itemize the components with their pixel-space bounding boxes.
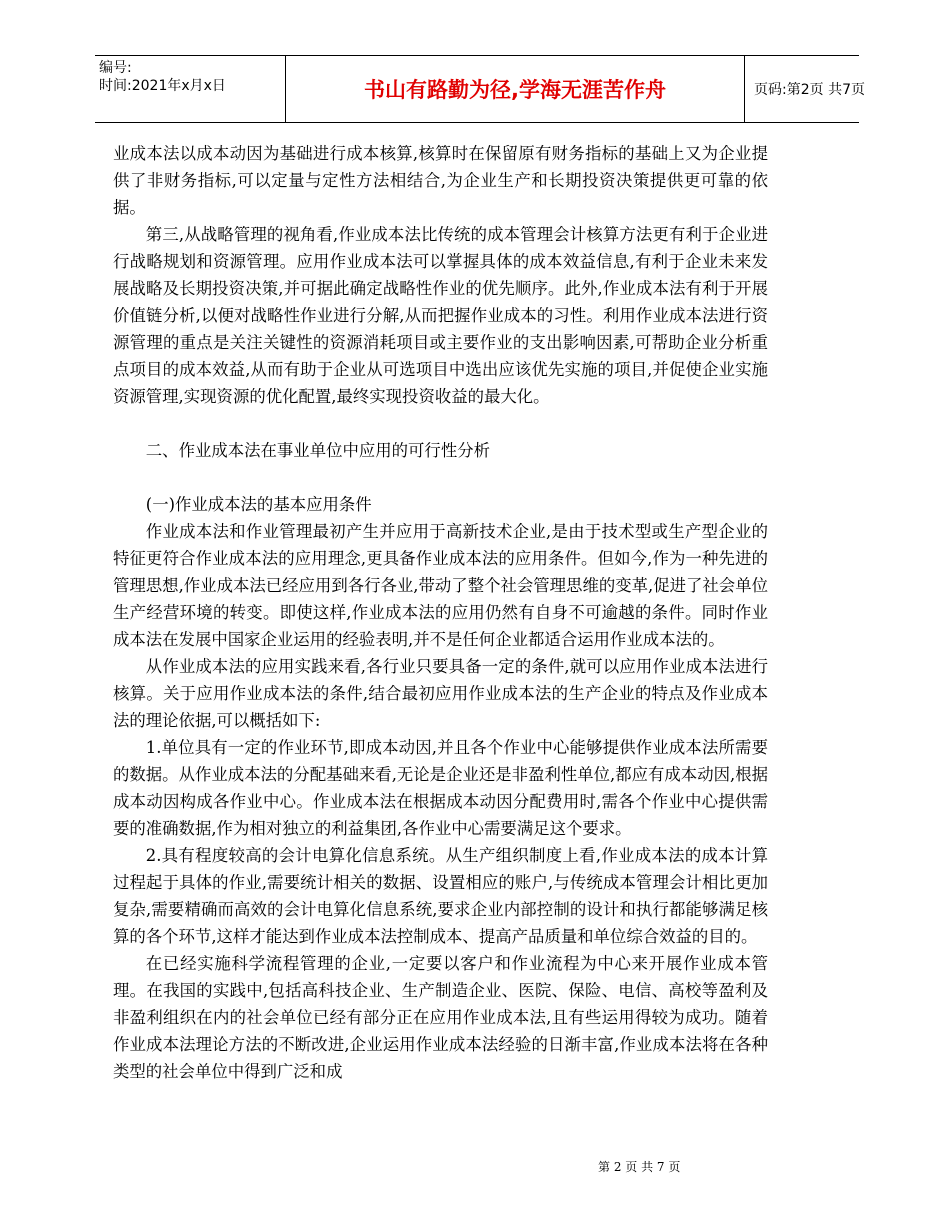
document-body	[113, 140, 768, 1085]
doc-id-label: 编号:	[99, 60, 132, 76]
page-footer: 第 2 页 共 7 页	[598, 1160, 681, 1174]
doc-time-label: 时间:2021年x月x日	[99, 78, 226, 94]
header-meta	[95, 56, 285, 122]
section-heading: 二、作业成本法在事业单位中应用的可行性分析	[145, 441, 490, 460]
subsection-heading: (一)作业成本法的基本应用条件	[145, 495, 372, 514]
paragraph-continuation: 业成本法以成本动因为基础进行成本核算,核算时在保留原有财务指标的基础上又为企业提供了非财务指标,可以定量与定性方法相结合,为企业生产和长期投资决策提供更可靠的依据。	[113, 144, 768, 217]
header-page-number: 页码:第2页 共7页	[754, 82, 865, 98]
page-header	[95, 55, 865, 123]
paragraph-condition-1: 1.单位具有一定的作业环节,即成本动因,并且各个作业中心能够提供作业成本法所需要的数据。从作业成本法的分配基础来看,无论是企业还是非盈利性单位,都应有成本动因,根据成本动因构成各作业中心。作业成本法在根据成本动因分配费用时,需各个作业中心提供需要的准确数据,作为相对独立的利益集团,各作业中心需要满足这个要求。	[113, 738, 768, 838]
paragraph-origin: 作业成本法和作业管理最初产生并应用于高新技术企业,是由于技术型或生产型企业的特征更符合作业成本法的应用理念,更具备作业成本法的应用条件。但如今,作为一种先进的管理思想,作业成本法已经应用到各行各业,带动了整个社会管理思维的变革,促进了社会单位生产经营环境的转变。即使这样,作业成本法的应用仍然有自身不可逾越的条件。同时作业成本法在发展中国家企业运用的经验表明,并不是任何企业都适合运用作业成本法的。	[113, 522, 768, 649]
header-motto: 书山有路勤为径,学海无涯苦作舟	[285, 56, 745, 122]
paragraph-practice: 在已经实施科学流程管理的企业,一定要以客户和作业流程为中心来开展作业成本管理。在我国的实践中,包括高科技企业、生产制造企业、医院、保险、电信、高校等盈利及非盈利组织在内的社会单位已经有部分正在应用作业成本法,且有些运用得较为成功。随着作业成本法理论方法的不断改进,企业运用作业成本法经验的日渐丰富,作业成本法将在各种类型的社会单位中得到广泛和成	[113, 954, 768, 1081]
paragraph-condition-2: 2.具有程度较高的会计电算化信息系统。从生产组织制度上看,作业成本法的成本计算过程起于具体的作业,需要统计相关的数据、设置相应的账户,与传统成本管理会计相比更加复杂,需要精确而高效的会计电算化信息系统,要求企业内部控制的设计和执行都能够满足核算的各个环节,这样才能达到作业成本法控制成本、提高产品质量和单位综合效益的目的。	[113, 846, 768, 946]
paragraph-strategy: 第三,从战略管理的视角看,作业成本法比传统的成本管理会计核算方法更有利于企业进行战略规划和资源管理。应用作业成本法可以掌握具体的成本效益信息,有利于企业未来发展战略及长期投资决策,并可据此确定战略性作业的优先顺序。此外,作业成本法有利于开展价值链分析,以便对战略性作业进行分解,从而把握作业成本的习性。利用作业成本法进行资源管理的重点是关注关键性的资源消耗项目或主要作业的支出影响因素,可帮助企业分析重点项目的成本效益,从而有助于企业从可选项目中选出应该优先实施的项目,并促使企业实施资源管理,实现资源的优化配置,最终实现投资收益的最大化。	[113, 225, 768, 406]
paragraph-conditions-intro: 从作业成本法的应用实践来看,各行业只要具备一定的条件,就可以应用作业成本法进行核算。关于应用作业成本法的条件,结合最初应用作业成本法的生产企业的特点及作业成本法的理论依据,可以概括如下:	[113, 657, 768, 730]
